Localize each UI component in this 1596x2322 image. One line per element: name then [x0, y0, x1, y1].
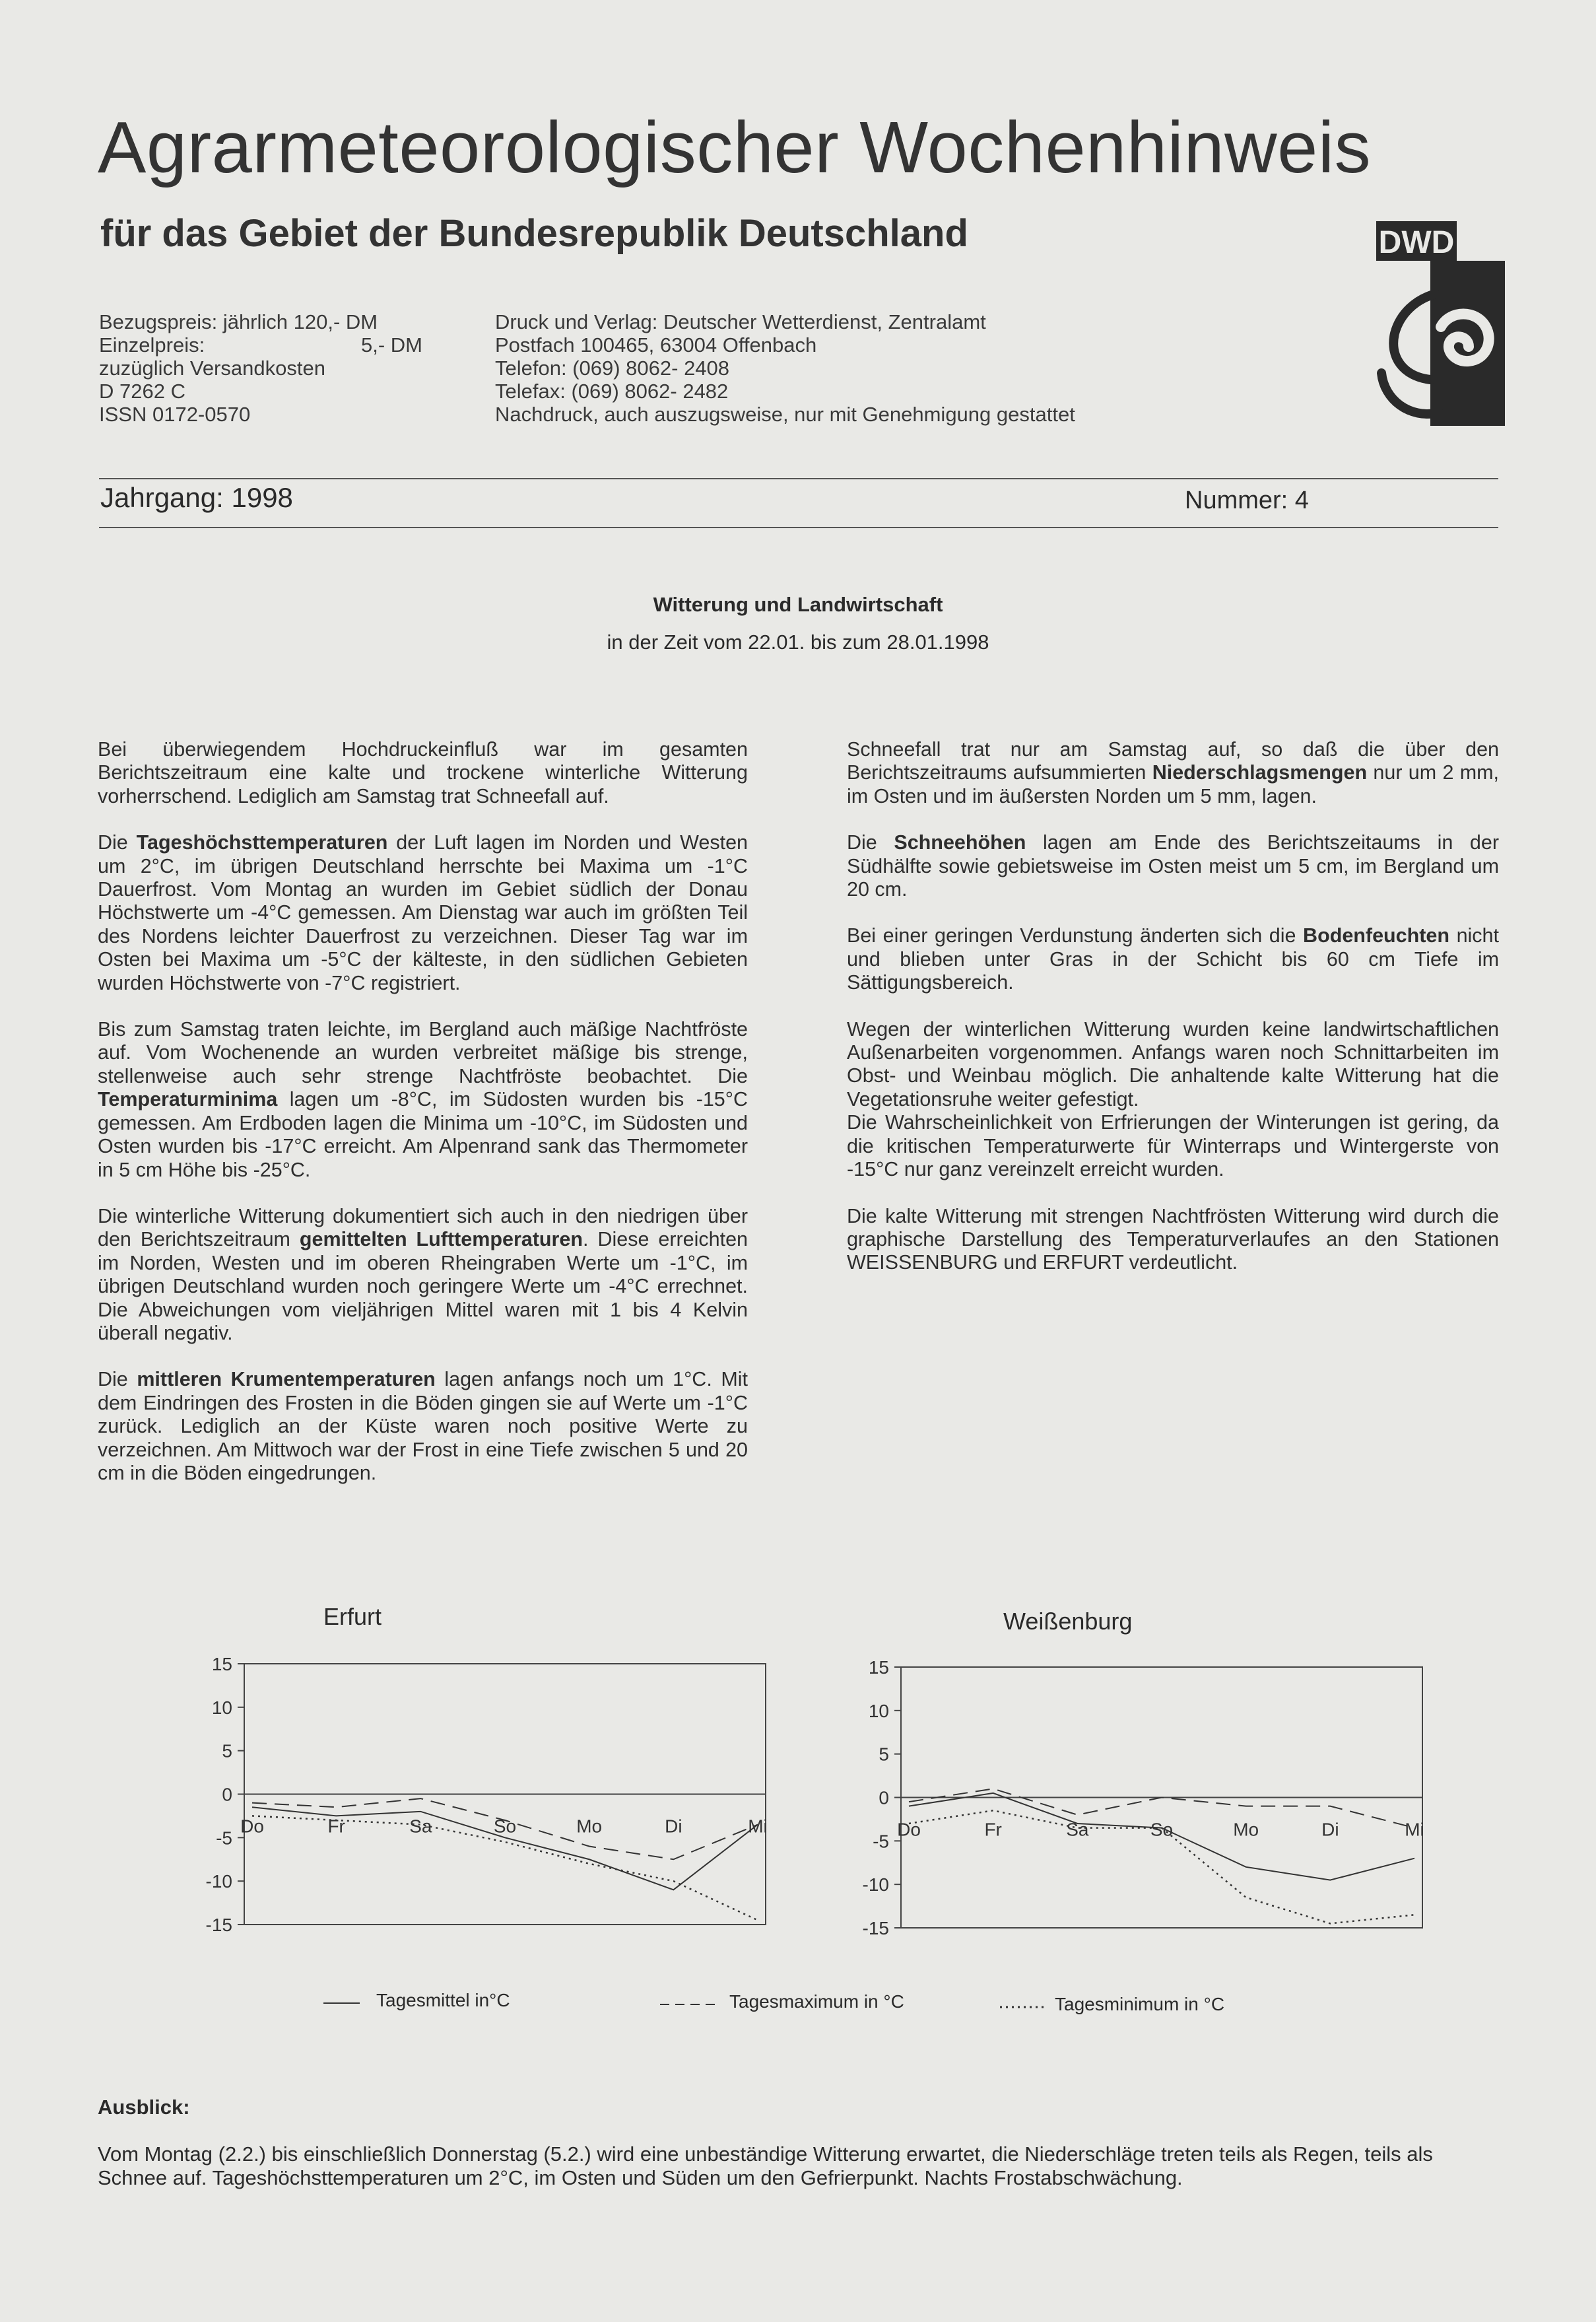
article-headline: Witterung und Landwirtschaft [653, 593, 943, 616]
right-column [847, 738, 1499, 1298]
term-highlight: Schneehöhen [894, 831, 1026, 854]
single-price-label: Einzelpreis: [99, 333, 205, 357]
single-price-value: 5,- DM [361, 333, 422, 357]
x-tick-label: Fr [327, 1816, 345, 1837]
shipping-note: zuzüglich Versandkosten [99, 357, 325, 380]
publisher-line: Druck und Verlag: Deutscher Wetterdienst, Zentralamt [495, 310, 986, 333]
paragraph: Die winterliche Witterung dokumentiert sich auch in den niedrigen über den Berichtszeitraum gemittelten Lufttemperaturen. Diese erreichten im Norden, Westen und im oberen Rheingraben Werte um -1°C, im übrigen Deutschland wurden noch geringere Werte um -4°C errechnet. Die Abweichungen vom vieljährigen Mittel waren mit 1 bis 4 Kelvin überall negativ. [98, 1204, 748, 1344]
erfurt-temperature-chart [191, 1647, 785, 1941]
outlook-text: Vom Montag (2.2.) bis einschließlich Donnerstag (5.2.) wird eine unbeständige Witterung erwartet, die Niederschläge treten teils als Regen, teils als Schnee auf. Tageshöchsttemperaturen um 2°C, im Osten und Süden um den Gefrierpunkt. Nachts Frostabschwächung. [98, 2142, 1433, 2189]
paragraph: Die Schneehöhen lagen am Ende des Berichtszeitaums in der Südhälfte sowie gebietsweise im Osten meist um 5 cm, im Bergland um 20 cm. [847, 831, 1499, 901]
term-highlight: gemittelten Lufttemperaturen [299, 1228, 583, 1251]
y-tick-label: 0 [879, 1787, 889, 1808]
subscription-price: Bezugspreis: jährlich 120,- DM [99, 310, 378, 333]
paragraph: Schneefall trat nur am Samstag auf, so daß die über den Berichtszeitraums aufsummierten Niederschlagsmengen nur um 2 mm, im Osten und im äußersten Norden um 5 mm, lagen. [847, 738, 1499, 807]
outlook-heading: Ausblick: [98, 2096, 190, 2119]
x-tick-label: Di [1321, 1819, 1339, 1840]
publisher-info [495, 310, 1075, 426]
term-highlight: Temperaturminima [98, 1088, 278, 1111]
issn-number: ISSN 0172-0570 [99, 403, 251, 426]
y-tick-label: 5 [222, 1740, 232, 1761]
x-tick-label: Mo [576, 1816, 603, 1837]
x-tick-label: Fr [984, 1819, 1002, 1840]
term-highlight: Bodenfeuchten [1303, 924, 1450, 947]
telefax: Telefax: (069) 8062- 2482 [495, 380, 729, 403]
dwd-logo [1376, 221, 1505, 429]
reprint-notice: Nachdruck, auch auszugsweise, nur mit Genehmigung gestattet [495, 403, 1075, 426]
volume-year: Jahrgang: 1998 [100, 482, 293, 513]
paragraph: Bis zum Samstag traten leichte, im Bergland auch mäßige Nachtfröste auf. Vom Wochenende an wurden verbreitet mäßige bis strenge, stellenweise auch sehr strenge Nachtfröste beobachtet. Die Temperaturminima lagen um -8°C, im Südosten wurden bis -15°C gemessen. Am Erdboden lagen die Minima um -10°C, im Südosten und Osten wurden bis -17°C erreicht. Am Alpenrand sank das Thermometer in 5 cm Höhe bis -25°C. [98, 1018, 748, 1181]
paragraph: Bei überwiegendem Hochdruckeinfluß war im gesamten Berichtszeitraum eine kalte und trockene winterliche Witterung vorherrschend. Lediglich am Samstag trat Schneefall auf. [98, 738, 748, 807]
paragraph: Bei einer geringen Verdunstung änderten sich die Bodenfeuchten nicht und blieben unter Gras in der Schicht bis 60 cm Tiefe im Sättigungsbereich. [847, 924, 1499, 994]
paragraph: Die Wahrscheinlichkeit von Erfrierungen der Winterungen ist gering, da die kritischen Temperaturwerte für Winterraps und Wintergerste von -15°C nur ganz vereinzelt erreicht wurden. [847, 1111, 1499, 1181]
paragraph: Die Tageshöchsttemperaturen der Luft lagen im Norden und Westen um 2°C, im übrigen Deutschland herrschte bei Maxima um -1°C Dauerfrost. Vom Montag an wurden im Gebiet südlich der Donau Höchstwerte um -4°C gemessen. Am Dienstag war auch im größten Teil des Nordens leichter Dauerfrost zu verzeichnen. Dieser Tag war im Osten bei Maxima um -5°C der kälteste, in den südlichen Gebieten wurden Höchstwerte von -7°C registriert. [98, 831, 748, 994]
publication-title: Agrarmeteorologischer Wochenhinweis [98, 107, 1372, 188]
chart-title-weissenburg: Weißenburg [1003, 1608, 1133, 1635]
y-tick-label: 15 [211, 1654, 232, 1674]
divider-top [99, 478, 1498, 479]
legend-min-label: Tagesminimum in °C [1055, 1994, 1225, 2014]
y-tick-label: -5 [216, 1827, 232, 1849]
x-tick-label: Mo [1233, 1819, 1259, 1840]
legend-mean-line [323, 1990, 363, 2010]
dwd-logo-text: DWD [1378, 225, 1455, 260]
term-highlight: mittleren Krumentemperaturen [137, 1368, 436, 1391]
paragraph: Wegen der winterlichen Witterung wurden keine landwirtschaftlichen Außenarbeiten vorgenommen. Anfangs waren noch Schnittarbeiten im Obst- und Weinbau möglich. Die anhaltende kalte Witterung hat die Vegetationsruhe weiter gefestigt. [847, 1017, 1499, 1110]
y-tick-label: -15 [862, 1918, 889, 1938]
x-tick-label: Do [240, 1816, 264, 1837]
paragraph: Die kalte Witterung mit strengen Nachtfrösten Witterung wird durch die graphische Darstellung des Temperaturverlaufes an den Stationen WEISSENBURG und ERFURT verdeutlicht. [847, 1204, 1499, 1274]
single-price [99, 333, 422, 357]
legend-mean-label: Tagesmittel in°C [376, 1990, 510, 2010]
telephone: Telefon: (069) 8062- 2408 [495, 357, 730, 380]
y-tick-label: -5 [873, 1831, 889, 1852]
publication-subtitle: für das Gebiet der Bundesrepublik Deutschland [100, 212, 968, 255]
y-tick-label: 15 [868, 1657, 889, 1678]
term-highlight: Niederschlagsmengen [1152, 761, 1368, 784]
x-tick-label: So [493, 1816, 517, 1837]
y-tick-label: 5 [879, 1744, 889, 1765]
x-tick-label: Mi [1405, 1819, 1424, 1840]
x-tick-label: Sa [1066, 1819, 1089, 1840]
legend-max-label: Tagesmaximum in °C [729, 1991, 904, 2012]
legend-max-line [660, 1990, 719, 2010]
divider-bottom [99, 527, 1498, 528]
term-highlight: Tageshöchsttemperaturen [136, 831, 388, 854]
postal-address: Postfach 100465, 63004 Offenbach [495, 333, 817, 357]
issue-number: Nummer: 4 [1185, 487, 1309, 514]
x-tick-label: Di [665, 1816, 682, 1837]
y-tick-label: 0 [222, 1784, 232, 1805]
weissenburg-temperature-chart [848, 1651, 1442, 1944]
y-tick-label: -10 [205, 1871, 232, 1892]
x-tick-label: Sa [409, 1816, 432, 1837]
chart-title-erfurt: Erfurt [323, 1603, 382, 1630]
y-tick-label: -15 [205, 1915, 232, 1935]
pricing-info [99, 310, 422, 426]
x-tick-label: So [1150, 1819, 1174, 1840]
y-tick-label: 10 [868, 1700, 889, 1721]
y-tick-label: 10 [211, 1697, 232, 1718]
x-tick-label: Do [897, 1819, 921, 1840]
y-tick-label: -10 [862, 1874, 889, 1895]
paragraph: Die mittleren Krumentemperaturen lagen anfangs noch um 1°C. Mit dem Eindringen des Frosten in die Böden gingen sie auf Werte um -1°C zurück. Lediglich an der Küste waren noch positive Werte zu verzeichnen. Am Mittwoch war der Frost in eine Tiefe zwischen 5 und 20 cm in die Böden eingedrungen. [98, 1368, 748, 1484]
legend-min-line [1000, 1994, 1049, 2014]
x-tick-label: Mi [748, 1816, 768, 1837]
left-column [98, 738, 748, 1508]
report-period: in der Zeit vom 22.01. bis zum 28.01.1998 [607, 631, 989, 654]
postal-code: D 7262 C [99, 380, 185, 403]
